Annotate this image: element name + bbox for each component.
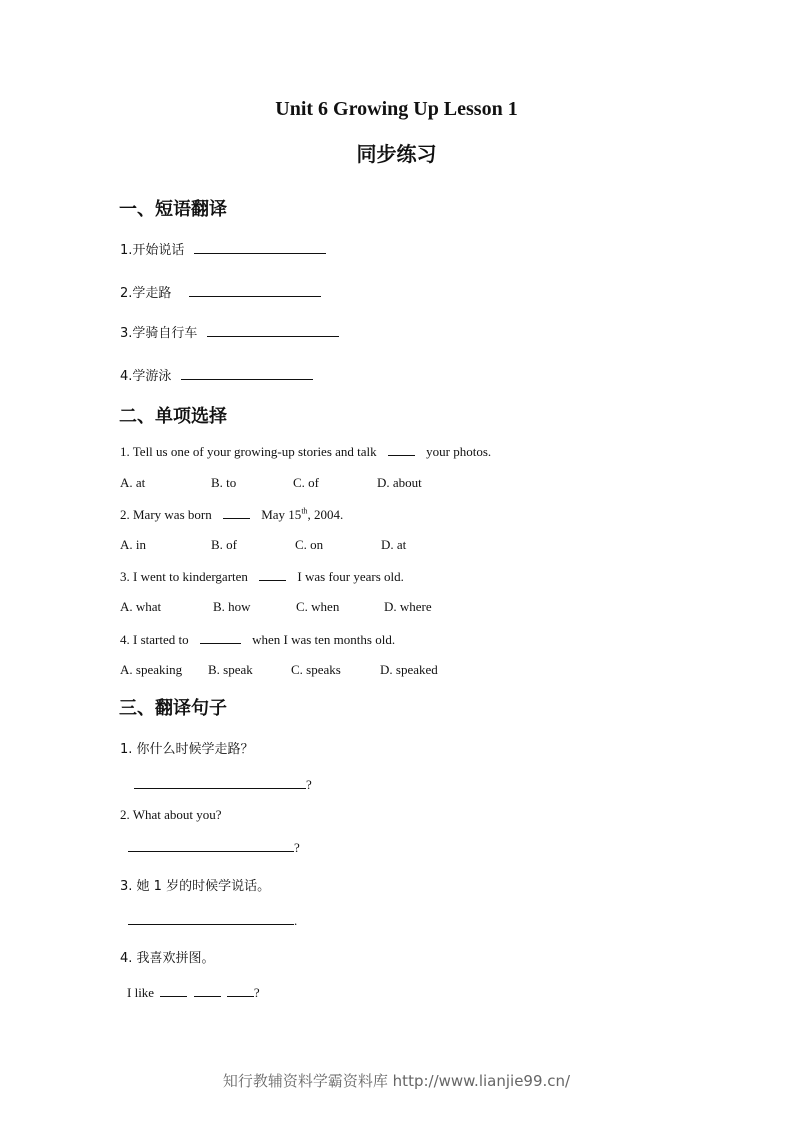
question-text: 3. I went to kindergarten — [120, 569, 248, 584]
option-d[interactable]: D. at — [381, 537, 407, 552]
question-text: 4. I started to — [120, 632, 189, 647]
mc-options-1 — [120, 475, 422, 491]
question-text-year: , 2004. — [307, 507, 344, 522]
footer-watermark: 知行教辅资料学霸资料库 http://www.lianjie99.cn/ — [222, 1072, 571, 1090]
mc-question-1 — [120, 443, 491, 460]
option-d[interactable]: D. where — [384, 599, 432, 614]
translate-answer-3 — [128, 912, 297, 929]
question-text-end: your photos. — [426, 444, 492, 459]
translate-prompt-1: 1. 你什么时候学走路？ — [120, 742, 254, 757]
answer-blank[interactable] — [134, 776, 306, 789]
translate-prompt-3: 3. 她 1 岁的时候学说话。 — [120, 879, 271, 894]
question-text: 2. Mary was born — [120, 507, 212, 522]
mc-question-3 — [120, 568, 404, 585]
option-a[interactable]: A. what — [120, 599, 162, 614]
translate-prompt-2: 2. What about you? — [120, 807, 222, 822]
answer-blank[interactable] — [388, 443, 415, 456]
mc-options-4 — [120, 662, 438, 678]
phrase-item-3 — [120, 322, 339, 341]
answer-blank[interactable] — [227, 984, 254, 997]
answer-blank[interactable] — [128, 839, 294, 852]
mc-options-3 — [120, 599, 432, 615]
option-b[interactable]: B. speak — [208, 662, 253, 677]
option-b[interactable]: B. how — [213, 599, 251, 614]
translate-answer-2 — [128, 839, 300, 856]
option-a[interactable]: A. at — [120, 475, 146, 490]
answer-blank[interactable] — [128, 912, 294, 925]
sentence-end-mark: ? — [294, 840, 300, 855]
translate-answer-4 — [127, 984, 260, 1001]
option-b[interactable]: B. of — [211, 537, 237, 552]
option-d[interactable]: D. speaked — [380, 662, 438, 677]
sentence-end-mark: ? — [306, 777, 312, 792]
question-text-end: I was four years old. — [297, 569, 404, 584]
mc-options-2 — [120, 537, 406, 553]
phrase-item-2 — [120, 282, 321, 301]
phrase-label: 3.学骑自行车 — [120, 326, 198, 341]
option-c[interactable]: C. on — [295, 537, 324, 552]
answer-blank[interactable] — [189, 284, 321, 297]
mc-question-4 — [120, 631, 395, 648]
answer-blank[interactable] — [207, 324, 339, 337]
question-text: 1. Tell us one of your growing-up stories and talk — [120, 444, 377, 459]
option-c[interactable]: C. speaks — [291, 662, 341, 677]
question-text-end: when I was ten months old. — [252, 632, 396, 647]
answer-blank[interactable] — [194, 984, 221, 997]
sentence-end-mark: ? — [253, 985, 260, 1000]
question-text-end: May 15 — [261, 507, 302, 522]
translate-answer-1 — [134, 776, 312, 793]
translate-prompt-4: 4. 我喜欢拼图。 — [120, 951, 215, 966]
option-b[interactable]: B. to — [211, 475, 237, 490]
answer-prefix: I like — [127, 985, 155, 1000]
mc-question-2 — [120, 506, 343, 523]
phrase-label: 1.开始说话 — [120, 243, 185, 258]
answer-blank[interactable] — [181, 367, 313, 380]
option-c[interactable]: C. when — [296, 599, 340, 614]
section-heading-phrase-translation: 一、短语翻译 — [119, 199, 227, 220]
phrase-label: 4.学游泳 — [120, 369, 172, 384]
option-d[interactable]: D. about — [377, 475, 422, 490]
section-heading-sentence-translation: 三、翻译句子 — [119, 698, 227, 719]
answer-blank[interactable] — [259, 568, 286, 581]
option-c[interactable]: C. of — [293, 475, 319, 490]
option-a[interactable]: A. speaking — [120, 662, 183, 677]
section-heading-multiple-choice: 二、单项选择 — [119, 406, 227, 427]
answer-blank[interactable] — [223, 506, 250, 519]
answer-blank[interactable] — [160, 984, 187, 997]
sentence-end-mark: . — [294, 913, 298, 928]
phrase-label: 2.学走路 — [120, 286, 172, 301]
phrase-item-4 — [120, 365, 313, 384]
ordinal-suffix: th — [301, 506, 308, 516]
option-a[interactable]: A. in — [120, 537, 146, 552]
answer-blank[interactable] — [194, 241, 326, 254]
page-title: Unit 6 Growing Up Lesson 1 — [275, 98, 518, 120]
answer-blank[interactable] — [200, 631, 241, 644]
phrase-item-1 — [120, 239, 326, 258]
page-subtitle: 同步练习 — [356, 142, 437, 166]
